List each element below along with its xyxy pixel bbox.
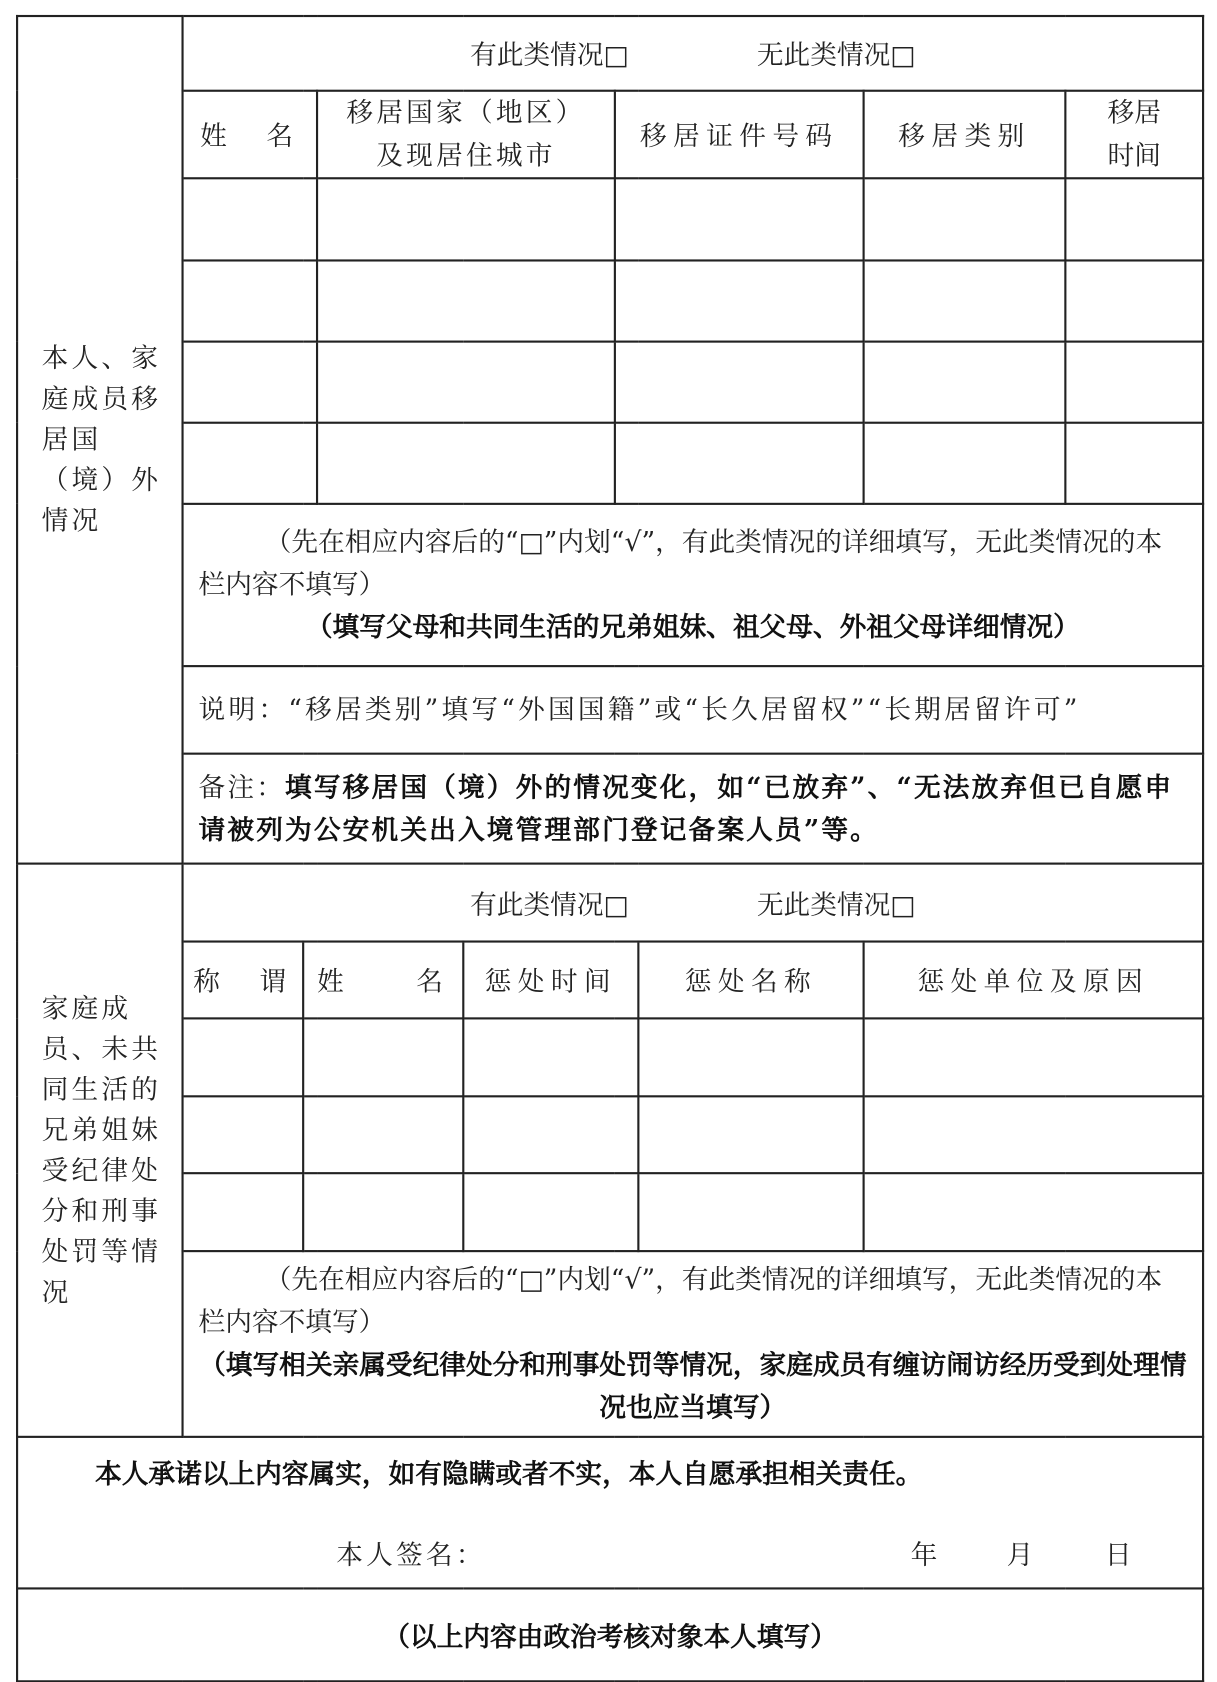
no-situation-checkbox[interactable]: 无此类情况□: [756, 39, 916, 71]
no-situation-checkbox[interactable]: 无此类情况□: [756, 888, 916, 920]
table-cell[interactable]: [1065, 260, 1203, 341]
section1-instructions: [183, 504, 1204, 666]
header-relation: 称 谓: [183, 942, 304, 1019]
remark-text: 填写移居国（境）外的情况变化，如“已放弃”、“无法放弃但已自愿申请被列为公安机关出入境管理部门登记备案人员”等。: [198, 771, 1174, 845]
table-cell[interactable]: [864, 178, 1066, 260]
table-row: [17, 342, 1203, 423]
remark-label: 备注：: [198, 771, 286, 803]
table-cell[interactable]: [317, 423, 615, 504]
header-country: 移居国家（地区）及现居住城市: [317, 91, 615, 179]
section2-options: [183, 864, 1204, 942]
table-cell[interactable]: [615, 178, 864, 260]
table-cell[interactable]: [317, 178, 615, 260]
table-cell[interactable]: [183, 260, 318, 341]
table-cell[interactable]: [303, 1173, 463, 1251]
section2-label: 家庭成员、未共同生活的兄弟姐妹受纪律处分和刑事处罚等情况: [17, 864, 182, 1437]
table-row: [17, 1018, 1203, 1096]
header-punishment-time: 惩处时间: [463, 942, 638, 1019]
section1-label: 本人、家庭成员移居国（境）外情况: [17, 16, 182, 864]
table-cell[interactable]: [638, 1096, 863, 1173]
table-cell[interactable]: [864, 1096, 1203, 1173]
table-cell[interactable]: [183, 1018, 304, 1096]
table-cell[interactable]: [463, 1173, 638, 1251]
has-situation-checkbox[interactable]: 有此类情况□: [470, 39, 629, 71]
table-cell[interactable]: [1065, 423, 1203, 504]
header-punishment-unit-reason: 惩处单位及原因: [864, 942, 1203, 1019]
table-cell[interactable]: [183, 342, 318, 423]
remark: [183, 754, 1204, 864]
table-cell[interactable]: [183, 1096, 304, 1173]
instruction-bold-text: （填写父母和共同生活的兄弟姐妹、祖父母、外祖父母详细情况）: [305, 611, 1080, 643]
table-cell[interactable]: [317, 342, 615, 423]
table-row: [17, 1173, 1203, 1251]
table-cell[interactable]: [615, 342, 864, 423]
header-migration-time: 移居时间: [1065, 91, 1203, 179]
table-cell[interactable]: [183, 178, 318, 260]
table-row: [17, 178, 1203, 260]
table-cell[interactable]: [317, 260, 615, 341]
table-cell[interactable]: [864, 1018, 1203, 1096]
instruction-text: （先在相应内容后的“□”内划“√”，有此类情况的详细填写，无此类情况的本栏内容不填写）: [198, 526, 1163, 600]
footer-note: （以上内容由政治考核对象本人填写）: [17, 1588, 1203, 1681]
table-cell[interactable]: [864, 260, 1066, 341]
table-cell[interactable]: [864, 423, 1066, 504]
explanation-text: 说明：“移居类别”填写“外国国籍”或“长久居留权”“长期居留许可”: [183, 666, 1204, 754]
pledge-section: [17, 1437, 1203, 1589]
table-cell[interactable]: [864, 342, 1066, 423]
table-cell[interactable]: [1065, 178, 1203, 260]
pledge-text: 本人承诺以上内容属实，如有隐瞒或者不实，本人自愿承担相关责任。: [95, 1459, 923, 1490]
header-document-number: 移居证件号码: [615, 91, 864, 179]
instruction-text: （先在相应内容后的“□”内划“√”，有此类情况的详细填写，无此类情况的本栏内容不填写）: [198, 1263, 1163, 1338]
table-cell[interactable]: [463, 1096, 638, 1173]
section2-instructions: [183, 1251, 1204, 1437]
signature-field[interactable]: [573, 1534, 829, 1570]
table-cell[interactable]: [183, 1173, 304, 1251]
table-cell[interactable]: [864, 1173, 1203, 1251]
table-cell[interactable]: [615, 260, 864, 341]
has-situation-checkbox[interactable]: 有此类情况□: [470, 888, 629, 920]
table-cell[interactable]: [615, 423, 864, 504]
political-review-form: [16, 15, 1204, 1682]
table-row: [17, 1096, 1203, 1173]
table-cell[interactable]: [463, 1018, 638, 1096]
table-cell[interactable]: [303, 1096, 463, 1173]
month-label: 月: [1006, 1539, 1034, 1571]
table-cell[interactable]: [183, 423, 318, 504]
instruction-bold-text: （填写相关亲属受纪律处分和刑事处罚等情况，家庭成员有缠访闹访经历受到处理情况也应当填写）: [199, 1349, 1187, 1423]
header-name: 姓 名: [303, 942, 463, 1019]
day-label: 日: [1104, 1539, 1132, 1571]
table-cell[interactable]: [303, 1018, 463, 1096]
table-cell[interactable]: [638, 1173, 863, 1251]
signature-label: 本人签名：: [336, 1539, 486, 1571]
table-cell[interactable]: [1065, 342, 1203, 423]
table-row: [17, 260, 1203, 341]
header-migration-type: 移居类别: [864, 91, 1066, 179]
header-punishment-name: 惩处名称: [638, 942, 863, 1019]
table-row: [17, 423, 1203, 504]
header-name: 姓 名: [183, 91, 318, 179]
year-label: 年: [910, 1539, 938, 1571]
table-cell[interactable]: [638, 1018, 863, 1096]
section1-options: [183, 16, 1204, 91]
